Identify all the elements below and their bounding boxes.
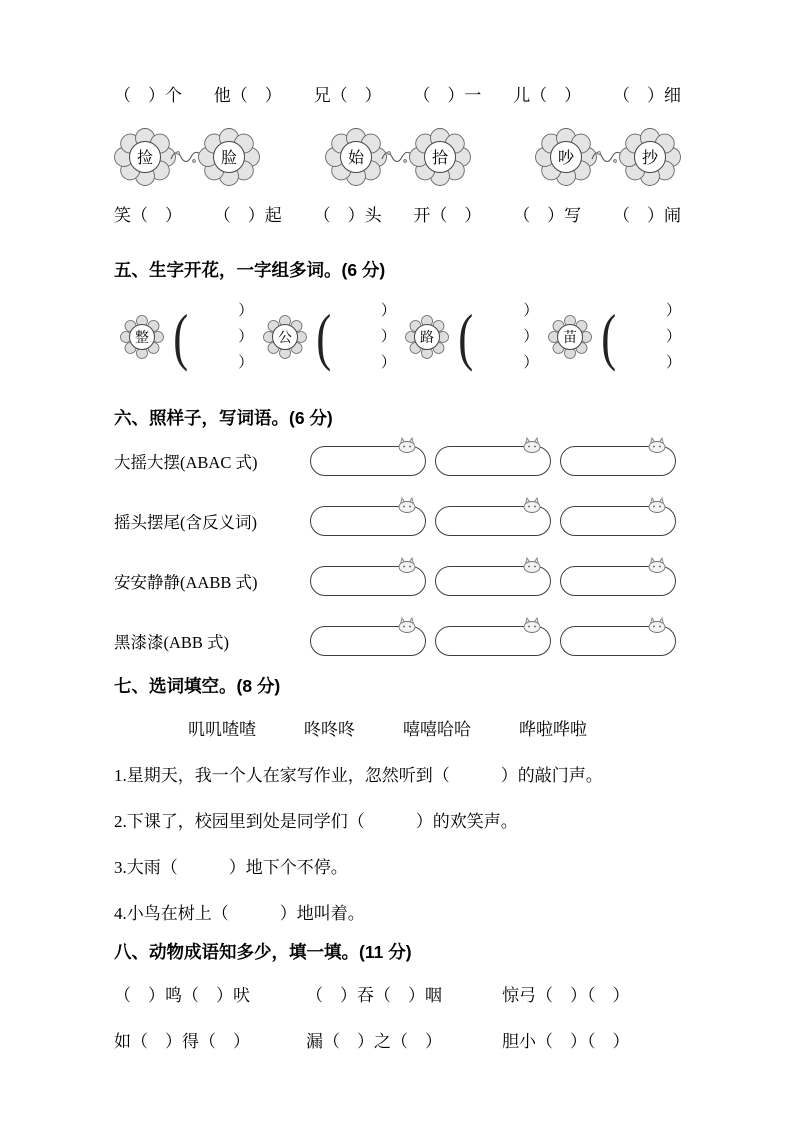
character-flower-icon xyxy=(325,128,387,186)
idiom-row xyxy=(114,1030,681,1054)
cat-decoration-icon xyxy=(647,557,667,573)
character-flower-icon xyxy=(257,313,311,361)
character-flower-icon xyxy=(542,313,596,361)
word-blank: （ ）个 xyxy=(114,86,182,105)
cat-decoration-icon xyxy=(397,557,417,573)
section5-heading: 五、生字开花，一字组多词。(6 分) xyxy=(114,260,386,280)
fill-in-sentence: 1.星期天，我一个人在家写作业，忽然听到（ ）的敲门声。 xyxy=(114,766,603,785)
word-blank-column xyxy=(334,298,396,376)
section7-heading: 七、选词填空。(8 分) xyxy=(114,676,281,696)
flower-pairs-row xyxy=(114,128,681,186)
flower-character: 脸 xyxy=(220,150,238,167)
word-blank: ） xyxy=(665,355,681,371)
pattern-word-row xyxy=(114,624,681,658)
cat-decoration-icon xyxy=(647,497,667,513)
word-blank: ） xyxy=(523,303,539,319)
answer-box-group xyxy=(310,566,676,596)
character-flower-icon xyxy=(114,128,176,186)
word-flower-section xyxy=(114,296,681,378)
answer-box xyxy=(435,626,551,656)
cat-decoration-icon xyxy=(522,617,542,633)
word-blank: ） xyxy=(238,303,254,319)
flower-pair xyxy=(114,128,260,186)
answer-box xyxy=(560,566,676,596)
fill-in-sentence: 2.下课了，校园里到处是同学们（ ）的欢笑声。 xyxy=(114,812,518,831)
word-blank: ） xyxy=(380,303,396,319)
cat-decoration-icon xyxy=(647,617,667,633)
flower-pair xyxy=(535,128,681,186)
idiom-blank: 如（ ）得（ ） xyxy=(114,1032,250,1051)
pattern-example-label: 大摇大摆(ABAC 式) xyxy=(114,453,258,472)
idiom-blank: 惊弓（ ）（ ） xyxy=(502,986,630,1005)
flower-character: 吵 xyxy=(557,150,575,167)
character-flower-icon xyxy=(114,313,168,361)
cat-decoration-icon xyxy=(397,497,417,513)
word-bank-item: 哗啦哗啦 xyxy=(519,720,587,739)
cat-decoration-icon xyxy=(522,497,542,513)
compare-words-bottom-row xyxy=(114,204,681,228)
word-bank-item: 嘻嘻哈哈 xyxy=(403,720,471,739)
word-flower-group xyxy=(114,296,253,378)
compare-words-top-row xyxy=(114,84,681,108)
pattern-word-row xyxy=(114,504,681,538)
word-blank-column xyxy=(619,298,681,376)
fill-in-sentence: 3.大雨（ ）地下个不停。 xyxy=(114,858,348,877)
flower-character: 捡 xyxy=(136,150,154,167)
cat-decoration-icon xyxy=(397,437,417,453)
word-blank: 他（ ） xyxy=(213,86,282,105)
pattern-word-row xyxy=(114,564,681,598)
word-blank: 开（ ） xyxy=(413,206,482,225)
idiom-row xyxy=(114,984,681,1008)
answer-box xyxy=(560,626,676,656)
character-flower-icon xyxy=(535,128,597,186)
flower-character: 路 xyxy=(420,331,435,346)
character-flower-icon xyxy=(198,128,260,186)
idiom-blank: 胆小（ ）（ ） xyxy=(502,1032,630,1051)
group-brace: ( xyxy=(173,301,189,372)
cat-decoration-icon xyxy=(397,617,417,633)
word-blank: （ ）写 xyxy=(513,206,582,225)
word-blank: ） xyxy=(238,329,254,345)
fill-in-sentence: 4.小鸟在树上（ ）地叫着。 xyxy=(114,904,365,923)
answer-box xyxy=(310,566,426,596)
word-blank: （ ）闹 xyxy=(612,206,681,225)
answer-box xyxy=(310,446,426,476)
word-blank: （ ）起 xyxy=(213,206,282,225)
answer-box xyxy=(435,446,551,476)
answer-box-group xyxy=(310,506,676,536)
flower-character: 抄 xyxy=(641,150,659,167)
word-flower-group xyxy=(542,296,681,378)
flower-character: 公 xyxy=(277,331,292,346)
group-brace: ( xyxy=(458,301,474,372)
section8-heading: 八、动物成语知多少，填一填。(11 分) xyxy=(114,942,412,962)
answer-box xyxy=(435,566,551,596)
word-blank: 兄（ ） xyxy=(313,86,382,105)
group-brace: ( xyxy=(600,301,616,372)
idiom-blank: （ ）吞（ ）咽 xyxy=(306,986,442,1005)
word-blank: ） xyxy=(523,355,539,371)
answer-box-group xyxy=(310,626,676,656)
cat-decoration-icon xyxy=(647,437,667,453)
word-blank: ） xyxy=(665,303,681,319)
answer-box xyxy=(435,506,551,536)
word-bank-item: 叽叽喳喳 xyxy=(188,720,256,739)
word-blank: ） xyxy=(523,329,539,345)
word-blank: ） xyxy=(665,329,681,345)
flower-character: 苗 xyxy=(562,331,577,346)
word-blank: ） xyxy=(238,355,254,371)
word-blank: ） xyxy=(380,355,396,371)
character-flower-icon xyxy=(399,313,453,361)
answer-box xyxy=(560,506,676,536)
flower-character: 整 xyxy=(135,331,149,346)
answer-box xyxy=(560,446,676,476)
answer-box xyxy=(310,626,426,656)
idiom-blank: （ ）鸣（ ）吠 xyxy=(114,986,250,1005)
character-flower-icon xyxy=(619,128,681,186)
flower-pair xyxy=(325,128,471,186)
word-flower-group xyxy=(399,296,538,378)
word-bank-item: 咚咚咚 xyxy=(304,720,355,739)
group-brace: ( xyxy=(315,301,331,372)
word-blank: ） xyxy=(380,329,396,345)
word-bank xyxy=(114,718,681,742)
flower-character: 始 xyxy=(347,150,364,167)
word-blank-column xyxy=(476,298,538,376)
cat-decoration-icon xyxy=(522,557,542,573)
pattern-word-row xyxy=(114,444,681,478)
word-blank: （ ）一 xyxy=(413,86,482,105)
idiom-blank: 漏（ ）之（ ） xyxy=(306,1032,442,1051)
pattern-example-label: 安安静静(AABB 式) xyxy=(114,573,258,592)
cat-decoration-icon xyxy=(522,437,542,453)
word-blank: （ ）细 xyxy=(612,86,681,105)
pattern-example-label: 摇头摆尾(含反义词) xyxy=(114,513,257,532)
answer-box xyxy=(310,506,426,536)
flower-character: 拾 xyxy=(431,150,448,167)
character-flower-icon xyxy=(409,128,471,186)
word-blank: （ ）头 xyxy=(313,206,382,225)
word-blank: 笑（ ） xyxy=(114,206,182,225)
section6-heading: 六、照样子，写词语。(6 分) xyxy=(114,408,333,428)
pattern-example-label: 黑漆漆(ABB 式) xyxy=(114,633,230,652)
word-flower-group xyxy=(257,296,396,378)
answer-box-group xyxy=(310,446,676,476)
word-blank-column xyxy=(191,298,253,376)
word-blank: 儿（ ） xyxy=(513,86,582,105)
